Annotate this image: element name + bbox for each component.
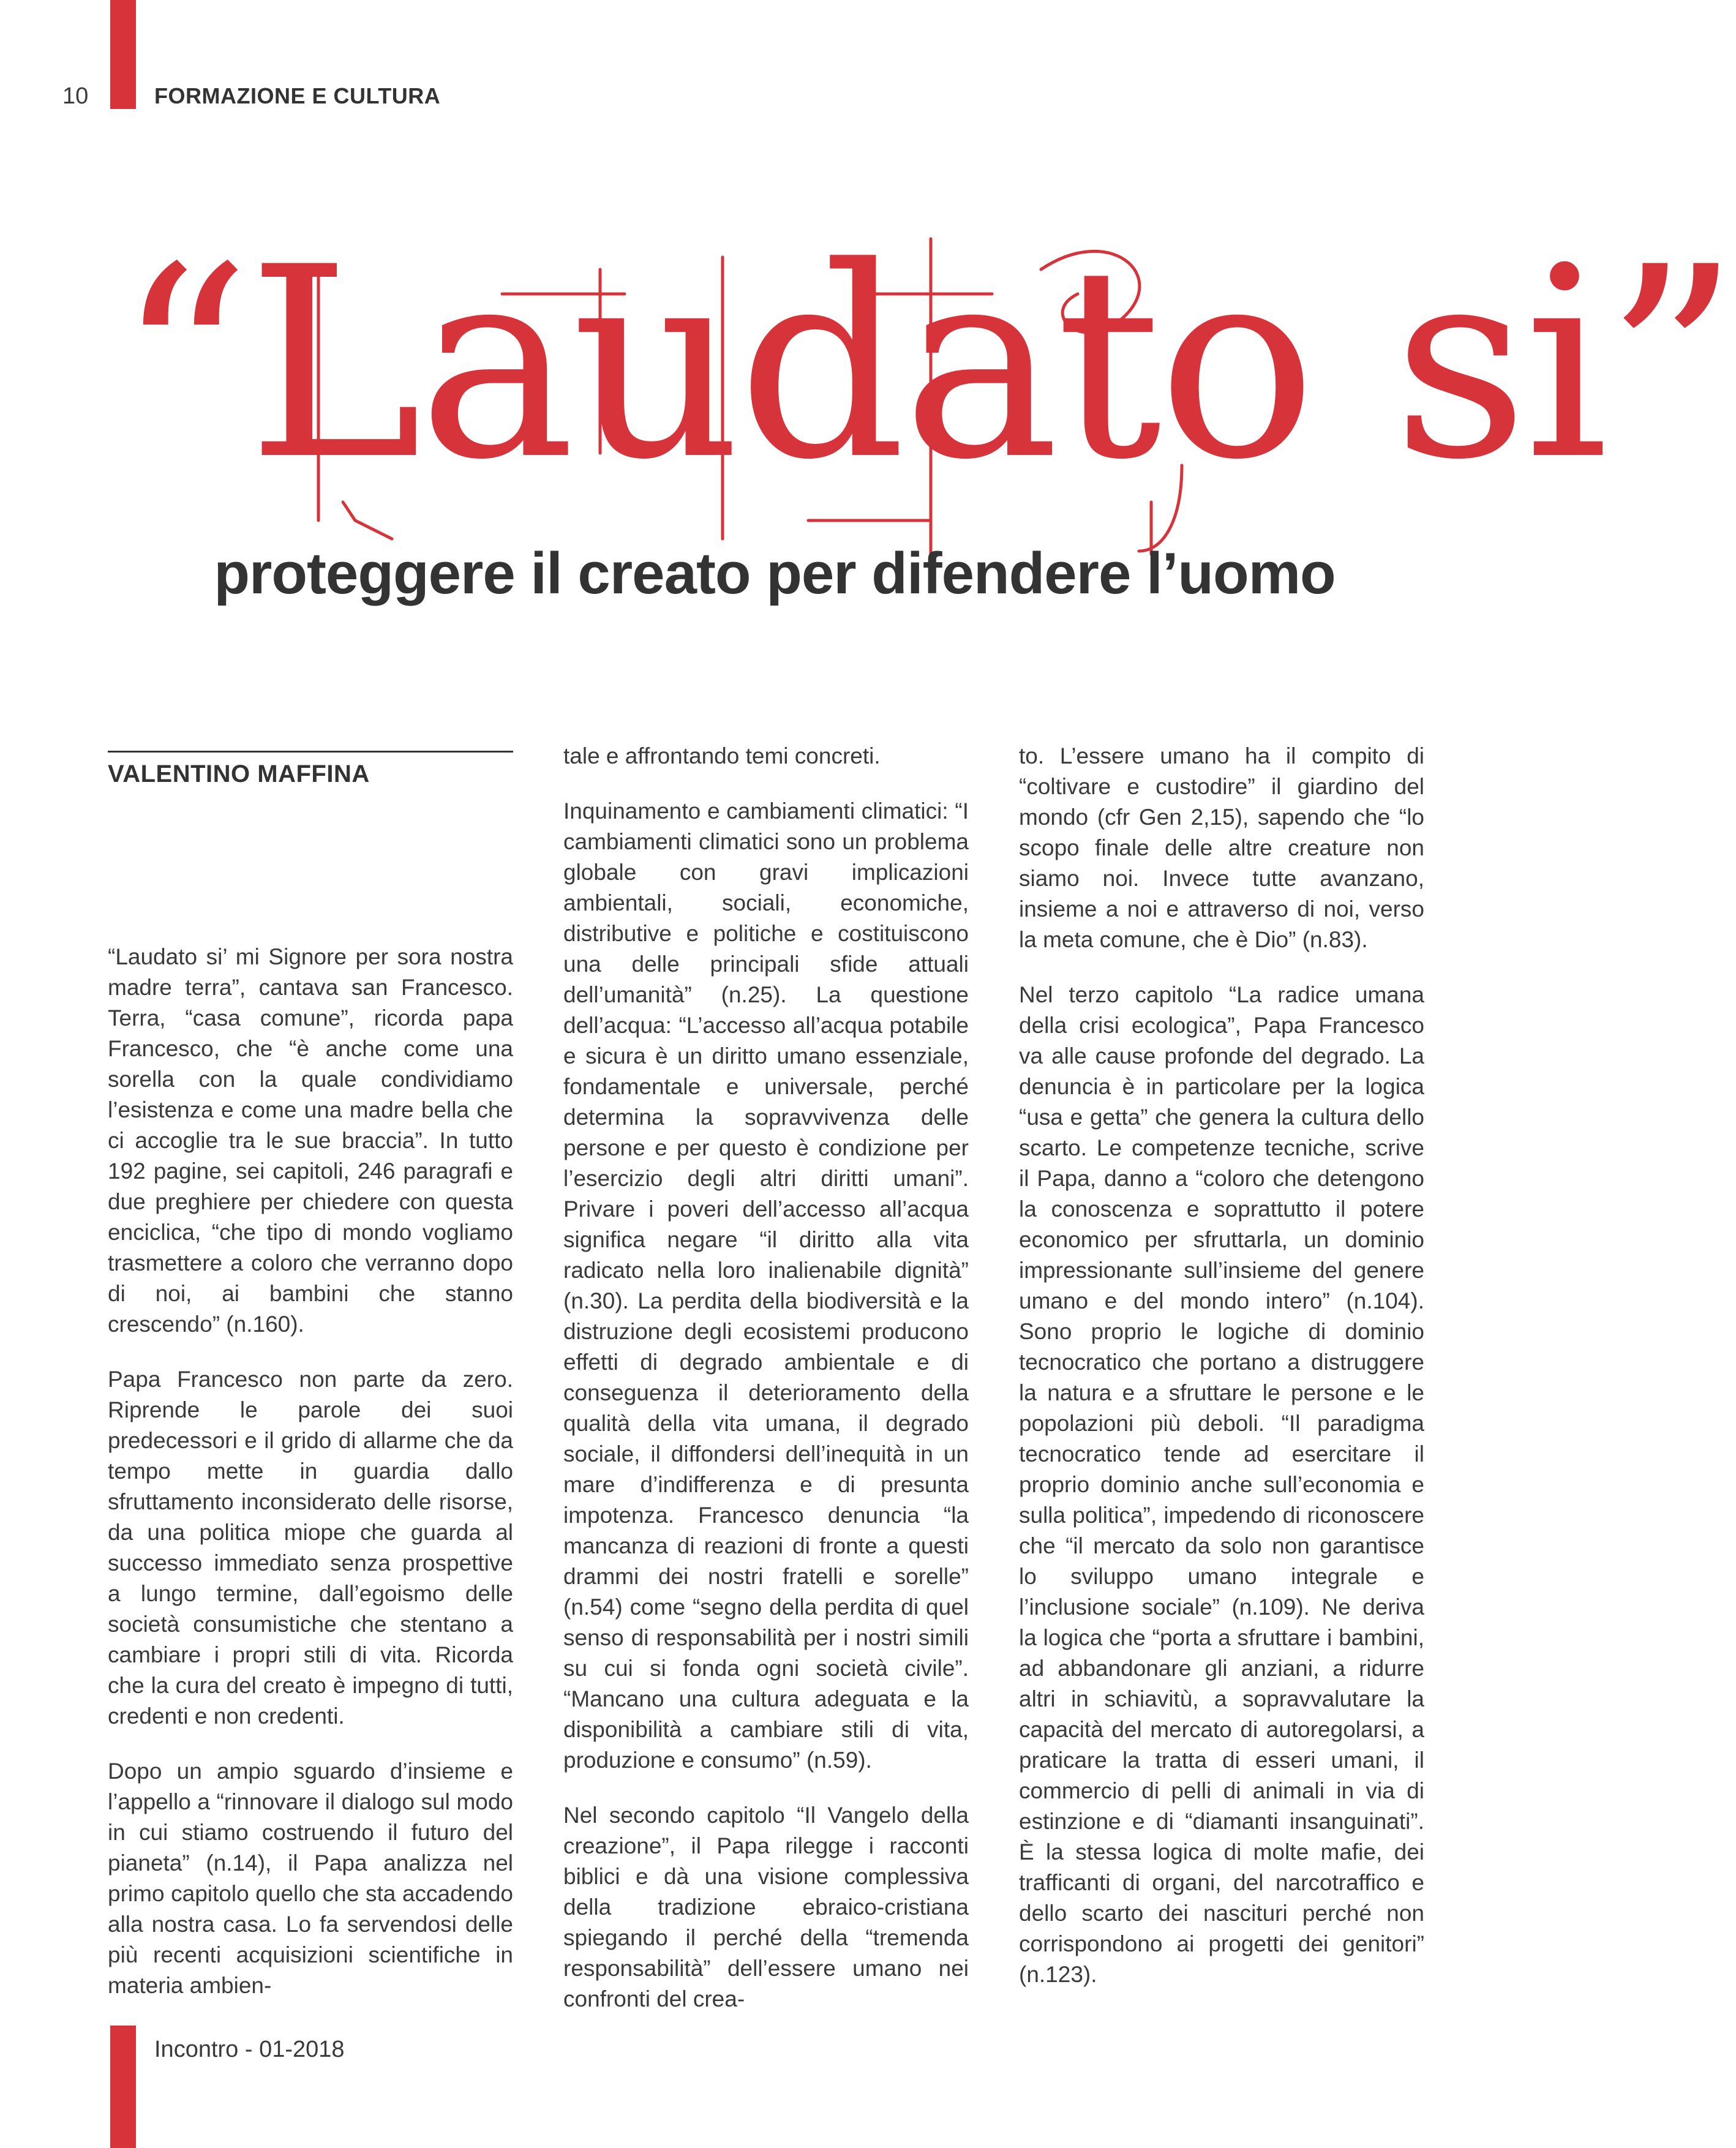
page-number: 10 bbox=[62, 83, 89, 109]
text-column-1 bbox=[108, 942, 513, 2026]
paragraph: Dopo un ampio sguardo d’insieme e l’appello a “rinnovare il dialogo sul modo in cui stiamo costruendo il futuro del pianeta” (n.14), il Papa analizza nel primo capitolo quello che sta accadendo alla nostra casa. Lo fa servendosi delle più recenti acquisizioni scientifiche in materia ambien- bbox=[108, 1759, 513, 1998]
paragraph: Inquinamento e cambiamenti climatici: “I cambiamenti climatici sono un problema globale con gravi implicazioni ambientali, sociali, economiche, distributive e politiche e costituiscono una delle principali sfide attuali dell’umanità” (n.25). La questione dell’acqua: “L’accesso all’acqua potabile e sicura è un diritto umano essenziale, fondamentale e universale, perché determina la sopravvivenza delle persone e per questo è condizione per l’esercizio degli altri diritti umani”. Privare i poveri dell’accesso all’acqua significa negare “il diritto alla vita radicato nella loro inalienabile dignità” (n.30). La perdita della biodiversità e la distruzione degli ecosistemi producono effetti di degrado ambientale e di conseguenza il deterioramento della qualità della vita umana, il degrado sociale, il diffondersi dell’inequità in un mare d’indifferenza e di presunta impotenza. Francesco denuncia “la mancanza di reazioni di fronte a questi drammi dei nostri fratelli e sorelle” (n.54) come “segno della perdita di quel senso di responsabilità per i nostri simili su cui si fonda ogni società civile”. “Mancano una cultura adeguata e la disponibilità a cambiare stili di vita, produzione e consumo” (n.59). bbox=[563, 798, 969, 1773]
section-label: FORMAZIONE E CULTURA bbox=[154, 83, 441, 108]
footer-issue: Incontro - 01-2018 bbox=[154, 2037, 345, 2062]
paragraph: tale e affrontando temi concreti. bbox=[563, 743, 881, 768]
paragraph: Papa Francesco non parte da zero. Riprende le parole dei suoi predecessori e il grido di allarme che da tempo mette in guardia dallo sfruttamento inconsiderato delle risorse, da una politica miope che guarda al successo immediato senza prospettive a lungo termine, dall’egoismo delle società consumistiche che stentano a cambiare i propri stili di vita. Ricorda che la cura del creato è impegno di tutti, credenti e non credenti. bbox=[108, 1367, 513, 1729]
accent-bar-bottom bbox=[110, 2026, 136, 2148]
paragraph: to. L’essere umano ha il compito di “coltivare e custodire” il giardino del mondo (cfr Gen 2,15), sapendo che “lo scopo finale delle altre creature non siamo noi. Invece tutte avanzano, insieme a noi e attraverso di noi, verso la meta comune, che è Dio” (n.83). bbox=[1019, 743, 1424, 952]
paragraph: “Laudato si’ mi Signore per sora nostra madre terra”, cantava san Francesco. Terra, “casa comune”, ricorda papa Francesco, che “è anche come una sorella con la quale condividiamo l’esistenza e come una madre bella che ci accoglie tra le sue braccia”. In tutto 192 pagine, sei capitoli, 246 paragrafi e due preghiere per chiedere con questa enciclica, “che tipo di mondo vogliamo trasmettere a coloro che verranno dopo di noi, ai bambini che stanno crescendo” (n.160). bbox=[108, 944, 513, 1337]
author-divider bbox=[108, 751, 513, 753]
accent-bar-top bbox=[110, 0, 136, 109]
author-name: VALENTINO MAFFINA bbox=[108, 760, 370, 787]
subtitle: proteggere il creato per difendere l’uomo bbox=[214, 541, 1336, 606]
paragraph: Nel terzo capitolo “La radice umana della crisi ecologica”, Papa Francesco va alle cause profonde del degrado. La denuncia è in particolare per la logica “usa e getta” che genera la cultura dello scarto. Le competenze tecniche, scrive il Papa, danno a “coloro che detengono la conoscenza e soprattutto il potere economico per sfruttarla, un dominio impressionante sull’insieme del genere umano e del mondo intero” (n.104). Sono proprio le logiche di dominio tecnocratico che portano a distruggere la natura e a sfruttare le persone e le popolazioni più deboli. “Il paradigma tecnocratico tende ad esercitare il proprio dominio anche sull’economia e sulla politica”, impedendo di riconoscere che “il mercato da solo non garantisce lo sviluppo umano integrale e l’inclusione sociale” (n.109). Ne deriva la logica che “porta a sfruttare i bambini, ad abbandonare gli anziani, a ridurre altri in schiavitù, a sopravvalutare la capacità del mercato di autoregolarsi, a praticare la tratta di esseri umani, il commercio di pelli di animali in via di estinzione e di “diamanti insanguinati”. È la stessa logica di molte mafie, dei trafficanti di organi, del narcotraffico e dello scarto dei nascituri perché non corrispondono ai progetti dei genitori” (n.123). bbox=[1019, 982, 1424, 1987]
text-column-3 bbox=[1019, 741, 1424, 2015]
title-main: “Laudato si” bbox=[116, 211, 1736, 517]
text-column-2 bbox=[563, 741, 969, 2039]
title-block bbox=[0, 211, 1736, 551]
paragraph: Nel secondo capitolo “Il Vangelo della creazione”, il Papa rilegge i racconti biblici e dà una visione complessiva della tradizione ebraico-cristiana spiegando il perché della “tremenda responsabilità” dell’essere umano nei confronti del crea- bbox=[563, 1803, 969, 2011]
